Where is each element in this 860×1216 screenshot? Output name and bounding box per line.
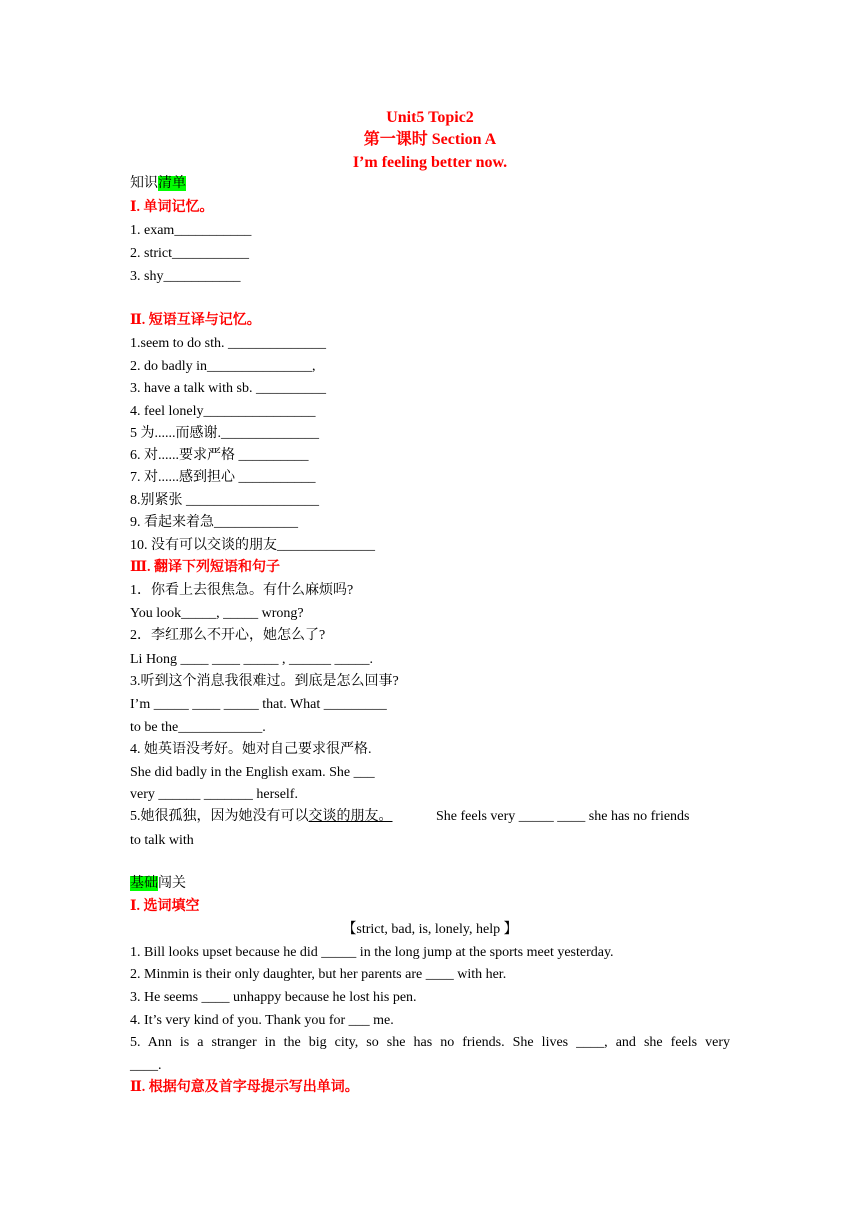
fill-item: 2. Minmin is their only daughter, but her parents are ____ with her.: [130, 967, 507, 982]
phrase-item: 5 为......而感谢.______________: [130, 426, 319, 441]
phrase-item: 2. do badly in_______________,: [130, 359, 316, 374]
basics-section1-heading: Ⅰ. 选词填空: [130, 899, 200, 914]
translation-prompt: 3.听到这个消息我很难过。到底是怎么回事?: [130, 674, 399, 689]
translation-answer: She feels very _____ ____ she has no friends: [436, 809, 690, 824]
translation-answer: very ______ _______ herself.: [130, 787, 298, 802]
translation-answer: to be the____________.: [130, 720, 266, 735]
fill-item: ____.: [130, 1058, 162, 1073]
translation-prompt: 2．李红那么不开心，她怎么了?: [130, 628, 326, 643]
translation-prompt: 5.她很孤独，因为她没有可以交谈的朋友。: [130, 809, 393, 824]
basics-label: 基础闯关: [130, 876, 186, 891]
fill-item: 5. Ann is a stranger in the big city, so she has no friends. She lives ____, and she feels very: [130, 1035, 730, 1050]
phrase-item: 8.别紧张 ___________________: [130, 493, 319, 508]
knowledge-list-label: 知识清单: [130, 176, 186, 191]
section3-heading: Ⅲ. 翻译下列短语和句子: [130, 560, 281, 575]
page-title: Unit5 Topic2: [386, 109, 474, 126]
translation-prompt: 1．你看上去很焦急。有什么麻烦吗?: [130, 583, 354, 598]
translation-prompt: 4. 她英语没考好。她对自己要求很严格.: [130, 742, 372, 757]
translation-answer: You look_____, _____ wrong?: [130, 606, 304, 621]
lesson-subtitle: I’m feeling better now.: [352, 154, 508, 171]
translation-answer: I’m _____ ____ _____ that. What _________: [130, 697, 387, 712]
fill-item: 3. He seems ____ unhappy because he lost his pen.: [130, 990, 417, 1005]
lesson-label: 第一课时 Section A: [363, 131, 497, 148]
word-item: 2. strict___________: [130, 246, 249, 261]
phrase-item: 7. 对......感到担心 ___________: [130, 470, 316, 485]
phrase-item: 9. 看起来着急____________: [130, 515, 298, 530]
phrase-item: 4. feel lonely________________: [130, 404, 316, 419]
phrase-item: 1.seem to do sth. ______________: [130, 336, 326, 351]
word-item: 1. exam___________: [130, 223, 252, 238]
phrase-item: 6. 对......要求严格 __________: [130, 448, 309, 463]
translation-answer: Li Hong ____ ____ _____ , ______ _____.: [130, 652, 374, 667]
translation-answer: to talk with: [130, 833, 194, 848]
phrase-item: 10. 没有可以交谈的朋友______________: [130, 538, 375, 553]
basics-section2-heading: Ⅱ. 根据句意及首字母提示写出单词。: [130, 1080, 359, 1095]
word-item: 3. shy___________: [130, 269, 241, 284]
fill-item: 1. Bill looks upset because he did _____ in the long jump at the sports meet yesterday.: [130, 945, 614, 960]
section1-heading: Ⅰ. 单词记忆。: [130, 200, 214, 215]
section2-heading: Ⅱ. 短语互译与记忆。: [130, 313, 261, 328]
fill-item: 4. It’s very kind of you. Thank you for ___ me.: [130, 1013, 394, 1028]
translation-answer: She did badly in the English exam. She ___: [130, 765, 375, 780]
phrase-item: 3. have a talk with sb. __________: [130, 381, 326, 396]
word-box: 【strict, bad, is, lonely, help 】: [342, 922, 518, 937]
